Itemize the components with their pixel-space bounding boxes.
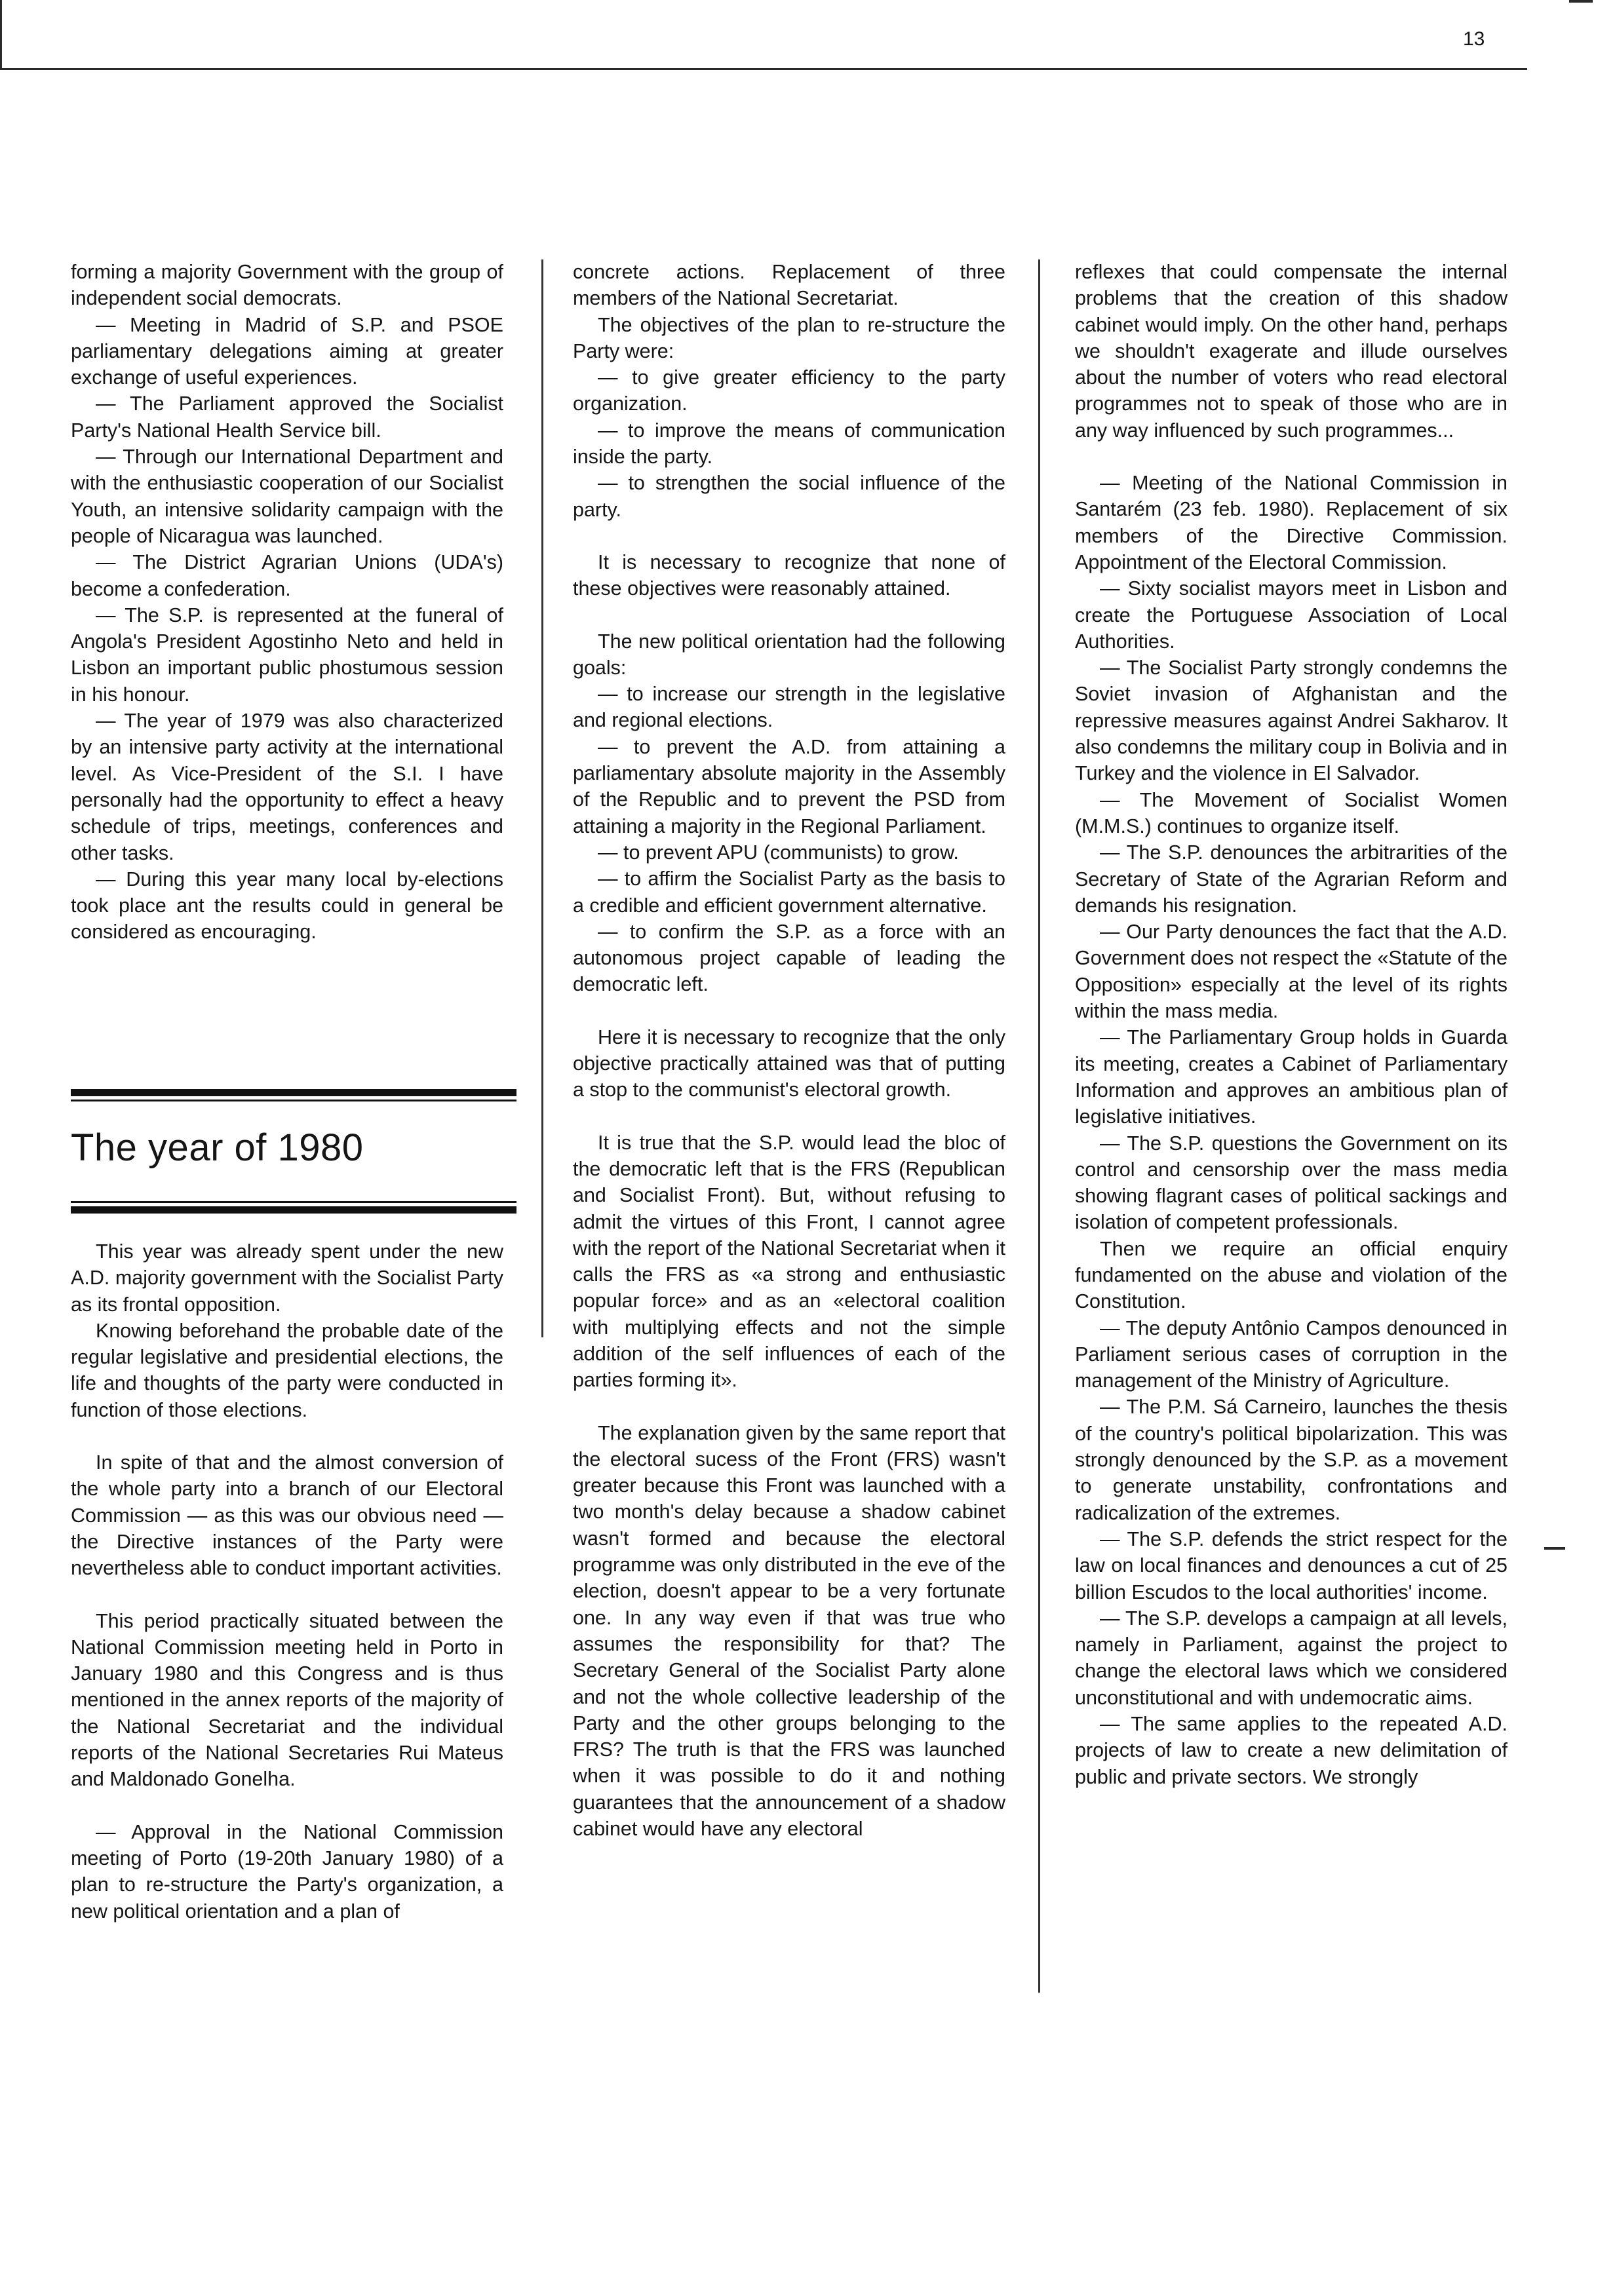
heading-rule-top-thin [71,1100,516,1101]
paragraph: forming a majority Government with the group of independent social democrats. [71,261,503,310]
paragraph: Here it is necessary to recognize that the only objective practically attained was that of putting a stop to the communist's electoral growth. [573,1025,1005,1101]
paragraph: — to give greater efficiency to the party organization. [573,366,1005,415]
paragraph: — Approval in the National Commission meeting of Porto (19-20th January 1980) of a plan to re-structure the Party's organization, a new political orientation and a plan of [71,1820,503,1923]
paragraph: — The Parliamentary Group holds in Guarda its meeting, creates a Cabinet of Parliamentary Information and approves an ambitious plan of legislative initiatives. [1075,1026,1508,1128]
paragraph: It is true that the S.P. would lead the bloc of the democratic left that is the FRS (Republican and Socialist Front). But, without refusing to admit the virtues of this Front, I cannot agree with the report of the National Secretariat when it calls the FRS as «a strong and enthusiastic popular force» and as an «electoral coalition with multiplying effects and not the simple addition of the self influences of each of the parties forming it». [573,1131,1005,1392]
column-3-text [1075,259,1508,1790]
paragraph: — The S.P. is represented at the funeral of Angola's President Agostinho Neto and held in Lisbon an important public phostumous session in his honour. [71,603,503,706]
paragraph: — The deputy Antônio Campos denounced in Parliament serious cases of corruption in the management of the Ministry of Agriculture. [1075,1316,1508,1392]
paragraph: — to strengthen the social influence of the party. [573,472,1005,521]
section-heading-block [71,1089,516,1214]
page-number: 13 [1463,28,1485,50]
paragraph: — The same applies to the repeated A.D. projects of law to create a new delimitation of public and private sectors. We strongly [1075,1713,1508,1788]
paragraph: — The District Agrarian Unions (UDA's) become a confederation. [71,551,503,600]
paragraph: — The Socialist Party strongly condemns the Soviet invasion of Afghanistan and the repressive measures against Andrei Sakharov. It also condemns the military coup in Bolivia and in Turkey and the violence in El Salvador. [1075,657,1508,785]
heading-rule-bottom-thin [71,1201,516,1203]
paragraph: It is necessary to recognize that none of these objectives were reasonably attained. [573,550,1005,600]
paragraph: — During this year many local by-elections took place ant the results could in general be considered as encouraging. [71,868,503,944]
paragraph: — The Parliament approved the Socialist Party's National Health Service bill. [71,392,503,442]
paragraph: reflexes that could compensate the internal problems that the creation of this shadow cabinet would imply. On the other hand, perhaps we shouldn't exagerate and illude ourselves about the number of voters who read electoral programmes not to speak of those who are in any way influenced by such programmes... [1075,261,1508,442]
heading-rule-bottom-thick [71,1206,516,1214]
paragraph: In spite of that and the almost conversion of the whole party into a branch of our Electoral Commission — as this was our obvious need — the Directive instances of the Party were nevertheless able to conduct important activities. [71,1451,503,1580]
paragraph: — to prevent APU (communists) to grow. [598,841,959,864]
paragraph: The explanation given by the same report that the electoral sucess of the Front (FRS) wasn't greater because this Front was launched with a two month's delay because a shadow cabinet wasn't formed and because the electoral programme was only distributed in the eve of the election, doesn't appear to be a very fortunate one. In any way even if that was true who assumes the responsibility for that? The Secretary General of the Socialist Party alone and not the whole collective leadership of the Party and the other groups belonging to the FRS? The truth is that the FRS was launched when it was possible to do it and nothing guarantees that the announcement of a shadow cabinet would have any electoral [573,1421,1005,1841]
paragraph: — to improve the means of communication inside the party. [573,419,1005,469]
column-divider-2 [1038,259,1040,1993]
paragraph: — The S.P. defends the strict respect for the law on local finances and denounces a cut of 25 billion Escudos to the local authorities' income. [1075,1527,1508,1603]
paragraph: — to confirm the S.P. as a force with an autonomous project capable of leading the democratic left. [573,920,1005,996]
page-frame-left-rule [0,0,2,69]
paragraph: — Meeting of the National Commission in Santarém (23 feb. 1980). Replacement of six members of the Directive Commission. Appointment of the Electoral Commission. [1075,472,1508,573]
paragraph: This period practically situated between the National Commission meeting held in Porto in January 1980 and this Congress and is thus mentioned in the annex reports of the majority of the National Secretariat and the individual reports of the National Secretaries Rui Mateus and Maldonado Gonelha. [71,1609,503,1791]
paragraph: — to increase our strength in the legislative and regional elections. [573,683,1005,732]
page-frame-top-rule [0,68,1527,70]
heading-rule-top-thick [71,1089,516,1096]
paragraph: — Through our International Department and with the enthusiastic cooperation of our Socialist Youth, an intensive solidarity campaign with the people of Nicaragua was launched. [71,446,503,547]
paragraph: — The P.M. Sá Carneiro, launches the thesis of the country's political bipolarization. This was strongly denounced by the S.P. as a movement to generate unstability, confrontations and radicalization of the extremes. [1075,1396,1508,1524]
paragraph: — The S.P. develops a campaign at all levels, namely in Parliament, against the project to change the electoral laws which we considered unconstitutional and with undemocratic aims. [1075,1607,1508,1709]
paragraph: The new political orientation had the following goals: [573,630,1005,679]
column-divider-1 [541,259,543,1337]
paragraph: — Meeting in Madrid of S.P. and PSOE parliamentary delegations aiming at greater exchange of useful experiences. [71,313,503,389]
paragraph: Then we require an official enquiry fundamented on the abuse and violation of the Constitution. [1075,1237,1508,1313]
column-1-upper-text [71,259,503,946]
paragraph: The objectives of the plan to re-structure the Party were: [573,313,1005,362]
section-heading: The year of 1980 [71,1126,364,1169]
paragraph: — Our Party denounces the fact that the A.D. Government does not respect the «Statute of the Opposition» especially at the level of its rights within the mass media. [1075,921,1508,1023]
paragraph: — The year of 1979 was also characterized by an intensive party activity at the international level. As Vice-President of the S.I. I have personally had the opportunity to effect a heavy schedule of trips, meetings, conferences and other tasks. [71,710,503,864]
paragraph: This year was already spent under the new A.D. majority government with the Socialist Party as its frontal opposition. [71,1240,503,1316]
column-2-text [573,259,1005,1842]
paragraph: — The S.P. questions the Government on its control and censorship over the mass media showing flagrant cases of political sackings and isolation of competent professionals. [1075,1132,1508,1234]
corner-crop-mark [1569,0,1593,3]
paragraph: concrete actions. Replacement of three members of the National Secretariat. [573,261,1005,310]
paragraph: — The Movement of Socialist Women (M.M.S.) continues to organize itself. [1075,788,1508,837]
paragraph: — The S.P. denounces the arbitrarities of the Secretary of State of the Agrarian Reform and demands his resignation. [1075,841,1508,917]
column-1-lower-text [71,1238,503,1924]
edge-crop-mark [1544,1547,1565,1550]
paragraph: Knowing beforehand the probable date of the regular legislative and presidential elections, the life and thoughts of the party were conducted in function of those elections. [71,1319,503,1421]
paragraph: — Sixty socialist mayors meet in Lisbon and create the Portuguese Association of Local Authorities. [1075,577,1508,653]
paragraph: — to prevent the A.D. from attaining a parliamentary absolute majority in the Assembly of the Republic and to prevent the PSD from attaining a majority in the Regional Parliament. [573,735,1005,837]
paragraph: — to affirm the Socialist Party as the basis to a credible and efficient government alternative. [573,868,1005,917]
